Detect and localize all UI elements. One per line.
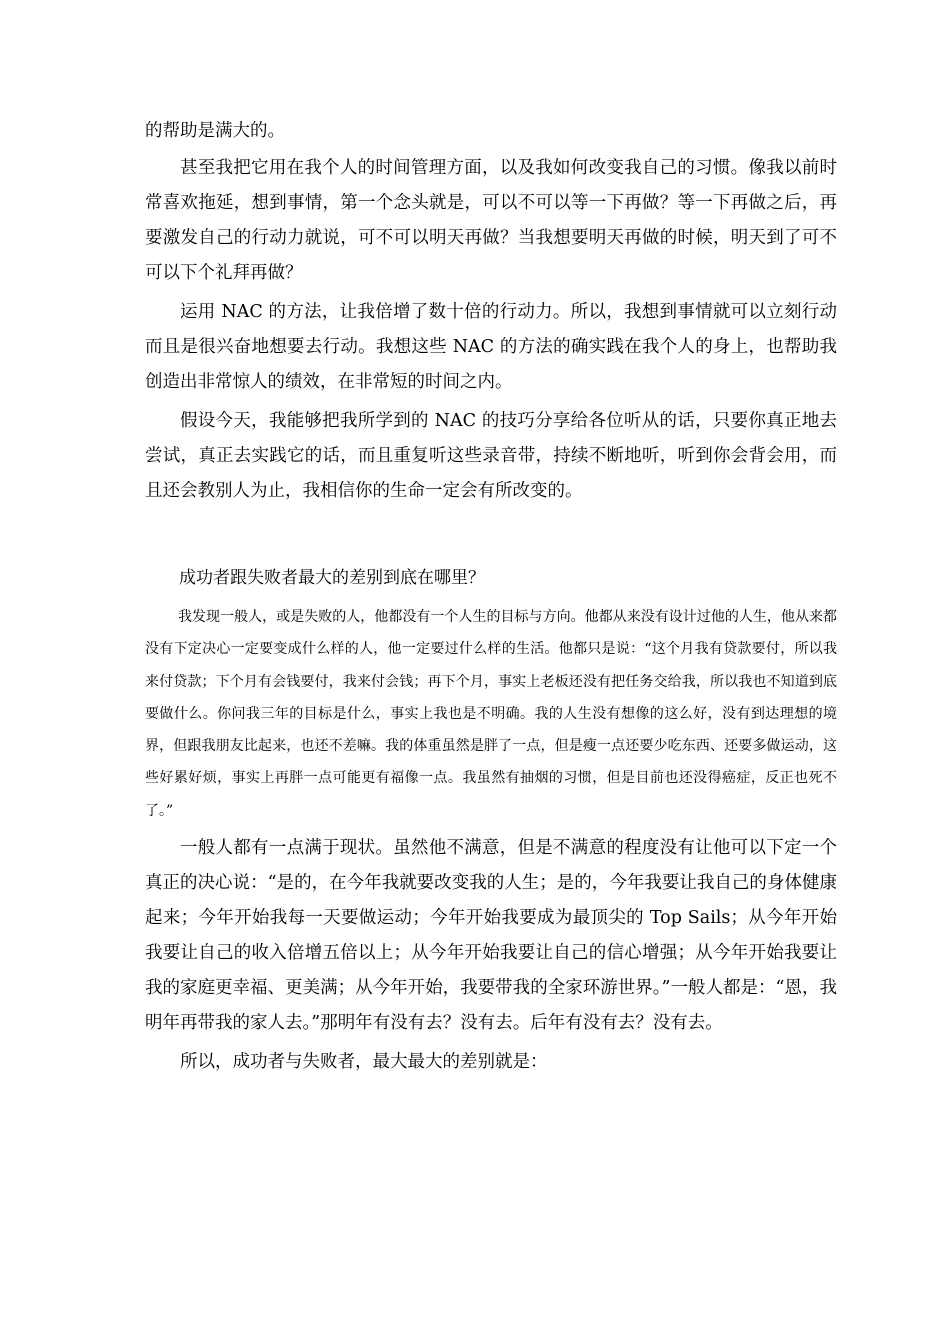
document-page xyxy=(145,114,837,1080)
section-heading: 成功者跟失败者最大的差别到底在哪里？ xyxy=(179,568,485,588)
paragraph-nac-share: 假设今天，我能够把我所学到的 NAC 的技巧分享给各位听从的话，只要你真正地去尝试，真正去实践它的话，而且重复听这些录音带，持续不断地听，听到你会背会用，而且还会教别人为止，我相信你的生命一定会有所改变的。 xyxy=(145,411,837,501)
paragraph-conclusion: 所以，成功者与失败者，最大最大的差别就是： xyxy=(180,1052,548,1073)
paragraph-nac-action: 运用 NAC 的方法，让我倍增了数十倍的行动力。所以，我想到事情就可以立刻行动而且是很兴奋地想要去行动。我想这些 NAC 的方法的确实践在我个人的身上，也帮助我创造出非常惊人的绩效，在非常短的时间之内。 xyxy=(145,302,837,392)
paragraph-time-management: 甚至我把它用在我个人的时间管理方面，以及我如何改变我自己的习惯。像我以前时常喜欢拖延，想到事情，第一个念头就是，可以不可以等一下再做？等一下再做之后，再要激发自己的行动力就说，可不可以明天再做？当我想要明天再做的时候，明天到了可不可以下个礼拜再做？ xyxy=(145,158,837,283)
paragraph-continuation: 的帮助是满大的。 xyxy=(145,121,285,141)
paragraph-status-quo: 一般人都有一点满于现状。虽然他不满意，但是不满意的程度没有让他可以下定一个真正的决心说：“是的，在今年我就要改变我的人生；是的，今年我要让我自己的身体健康起来；今年开始我每一天要做运动；今年开始我要成为最顶尖的 Top Sails；从今年开始我要让自己的收入倍增五倍以上；从今年开始我要让自己的信心增强；从今年开始我要让我的家庭更幸福、更美满；从今年开始，我要带我的全家环游世界。”一般人都是：“恩，我明年再带我的家人去。”那明年有没有去？没有去。后年有没有去？没有去。 xyxy=(145,838,837,1034)
paragraph-ordinary-people: 我发现一般人，或是失败的人，他都没有一个人生的目标与方向。他都从来没有设计过他的人生，他从来都没有下定决心一定要变成什么样的人，他一定要过什么样的生活。他都只是说：“这个月我有贷款要付，所以我来付贷款；下个月有会钱要付，我来付会钱；再下个月，事实上老板还没有把任务交给我，所以我也不知道到底要做什么。你问我三年的目标是什么，事实上我也是不明确。我的人生没有想像的这么好，没有到达理想的境界，但跟我朋友比起来，也还不差嘛。我的体重虽然是胖了一点，但是瘦一点还要少吃东西、还要多做运动，这些好累好烦，事实上再胖一点可能更有福像一点。我虽然有抽烟的习惯，但是目前也还没得癌症，反正也死不了。” xyxy=(145,609,837,819)
